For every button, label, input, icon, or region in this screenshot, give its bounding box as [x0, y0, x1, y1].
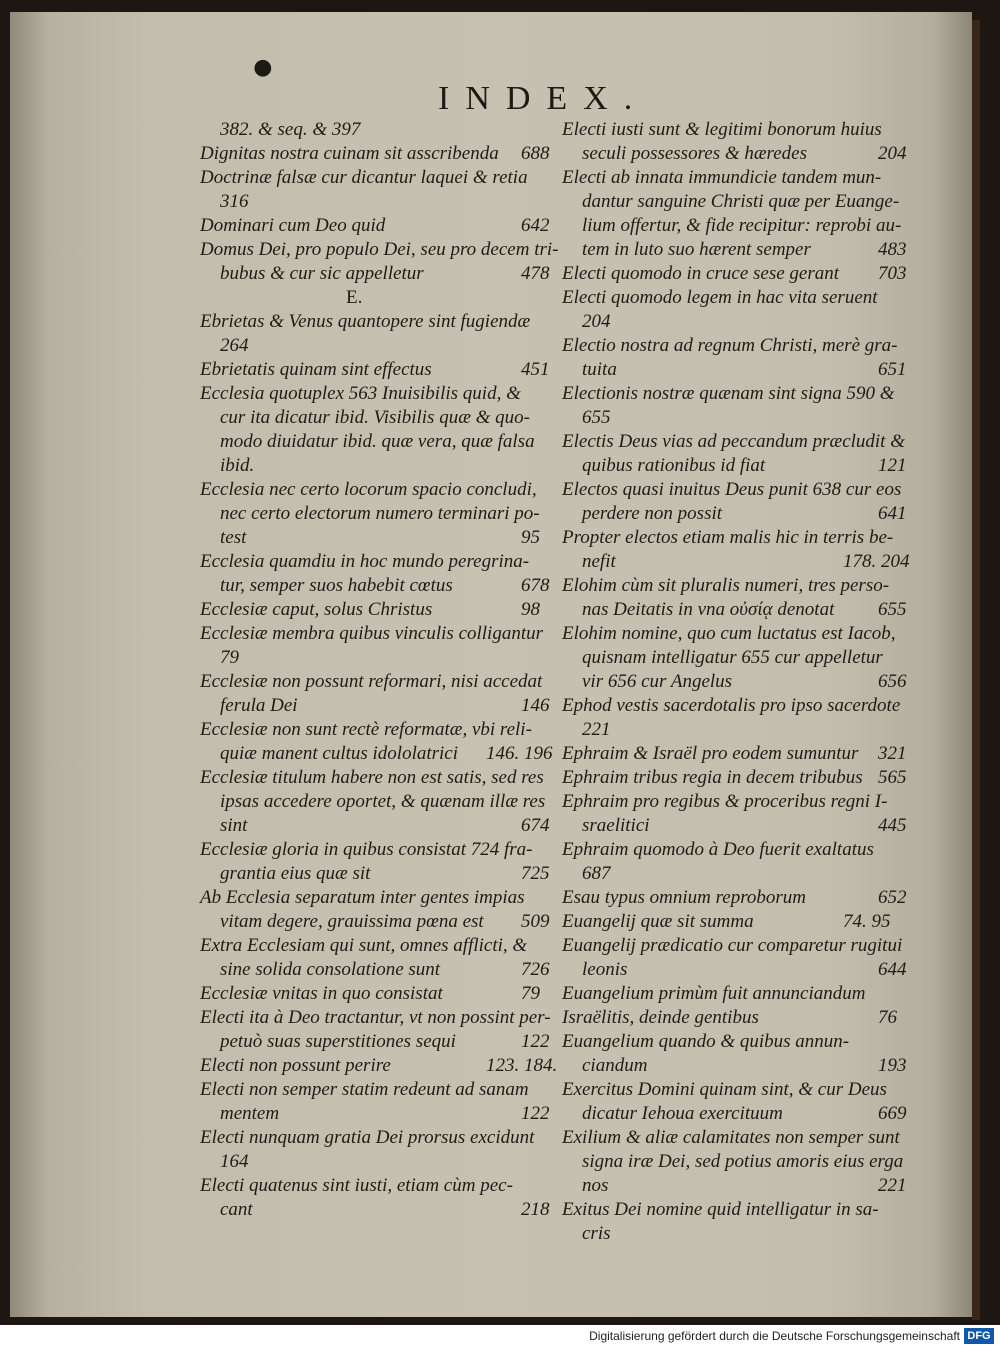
index-entry-text: perdere non possit	[582, 503, 723, 524]
index-entry	[196, 718, 554, 742]
index-entry-text: Ab Ecclesia separatum inter gentes impias	[200, 887, 525, 908]
index-entry	[558, 982, 908, 1006]
index-entry-page: 478	[521, 263, 550, 284]
index-entry	[196, 886, 554, 910]
index-entry-text: ipsas accedere oportet, & quænam illæ res	[220, 791, 546, 812]
index-entry	[558, 790, 908, 814]
index-entry-page: 121	[878, 455, 907, 476]
index-entry-page: 204	[878, 143, 907, 164]
index-entry-text: Ecclesiæ gloria in quibus consistat 724 fra-	[200, 839, 533, 860]
index-entry	[196, 286, 554, 310]
index-entry-text: Extra Ecclesiam qui sunt, omnes afflicti, &	[200, 935, 528, 956]
index-entry	[558, 1030, 908, 1054]
index-entry	[196, 334, 554, 358]
index-entry	[196, 622, 554, 646]
index-entry	[558, 502, 908, 526]
index-entry-page: 651	[878, 359, 907, 380]
index-entry-text: Electi ita à Deo tractantur, vt non possint per-	[200, 1007, 551, 1028]
index-entry-text: Domus Dei, pro populo Dei, seu pro decem tri-	[200, 239, 559, 260]
index-entry-page: 98	[521, 599, 540, 620]
index-entry	[196, 502, 554, 526]
index-entry-text: Ecclesiæ vnitas in quo consistat	[200, 983, 443, 1004]
index-entry	[558, 382, 908, 406]
index-entry	[196, 358, 554, 382]
index-entry-text: vitam degere, grauissima pœna est	[220, 911, 484, 932]
index-entry-text: 264	[220, 335, 249, 356]
index-entry-text: test	[220, 527, 247, 548]
index-entry	[558, 694, 908, 718]
index-entry-text: 687	[582, 863, 611, 884]
index-entry	[558, 670, 908, 694]
index-entry	[196, 406, 554, 430]
index-entry	[196, 766, 554, 790]
index-entry-text: modo diuidatur ibid. quæ vera, quæ falsa	[220, 431, 535, 452]
index-entry-text: 221	[582, 719, 611, 740]
index-entry	[558, 334, 908, 358]
index-entry-text: Elohim nomine, quo cum luctatus est Iacob,	[562, 623, 896, 644]
index-entry-text: bubus & cur sic appelletur	[220, 263, 424, 284]
index-entry-text: Dignitas nostra cuinam sit asscribenda	[200, 143, 499, 164]
index-entry-text: Exitus Dei nomine quid intelligatur in sa-	[562, 1199, 879, 1220]
index-entry-text: dantur sanguine Christi quæ per Euange-	[582, 191, 900, 212]
index-entry	[558, 934, 908, 958]
index-entry-text: cant	[220, 1199, 253, 1220]
index-entry-text: Euangelij prædicatio cur comparetur rugitui	[562, 935, 903, 956]
index-entry-page: 703	[878, 263, 907, 284]
index-entry-page: 146	[521, 695, 550, 716]
index-entry	[558, 838, 908, 862]
index-entry-page: 321	[878, 743, 907, 764]
index-entry-page: 652	[878, 887, 907, 908]
index-entry-text: quisnam intelligatur 655 cur appelletur	[582, 647, 883, 668]
index-entry	[558, 574, 908, 598]
index-entry-text: Esau typus omnium reproborum	[562, 887, 807, 908]
index-entry	[558, 526, 908, 550]
index-entry	[558, 1102, 908, 1126]
index-entry-page: 123. 184.	[486, 1055, 558, 1076]
index-entry-text: cur ita dicatur ibid. Visibilis quæ & quo-	[220, 407, 530, 428]
index-entry-text: Electi nunquam gratia Dei prorsus excidunt	[200, 1127, 535, 1148]
index-entry-text: petuò suas superstitiones sequi	[220, 1031, 456, 1052]
index-entry	[558, 766, 908, 790]
index-entry-text: 382. & seq. & 397	[220, 119, 361, 140]
index-entry-page: 565	[878, 767, 907, 788]
index-entry	[558, 622, 908, 646]
index-entry	[558, 214, 908, 238]
index-entry-text: nos	[582, 1175, 609, 1196]
footer-credit: Digitalisierung gefördert durch die Deutsche Forschungsgemeinschaft	[589, 1329, 960, 1343]
index-entry-text: Ephraim quomodo à Deo fuerit exaltatus	[562, 839, 874, 860]
index-entry-text: Ephraim pro regibus & proceribus regni I-	[562, 791, 888, 812]
index-entry-page: 74. 95	[843, 911, 891, 932]
index-entry	[558, 1078, 908, 1102]
index-entry-text: Doctrinæ falsæ cur dicantur laquei & retia	[200, 167, 528, 188]
index-entry-page: 483	[878, 239, 907, 260]
index-entry	[558, 1174, 908, 1198]
index-entry	[196, 118, 554, 142]
index-entry-text: Elohim cùm sit pluralis numeri, tres perso-	[562, 575, 890, 596]
index-entry-text: E.	[346, 287, 363, 308]
book-edge	[972, 20, 980, 1320]
index-entry	[558, 1126, 908, 1150]
index-entry-page: 641	[878, 503, 907, 524]
index-entry	[196, 790, 554, 814]
index-entry	[196, 430, 554, 454]
index-entry-text: signa iræ Dei, sed potius amoris eius erga	[582, 1151, 904, 1172]
left-index-column	[196, 118, 559, 1222]
index-entry-text: ferula Dei	[220, 695, 298, 716]
index-entry-text: sraelitici	[582, 815, 650, 836]
index-entry-page: 644	[878, 959, 907, 980]
index-entry-text: Ecclesiæ caput, solus Christus	[200, 599, 433, 620]
index-entry-text: nas Deitatis in vna οὐσίᾳ denotat	[582, 599, 835, 620]
index-entry	[196, 910, 554, 934]
index-entry-page: 146. 196	[486, 743, 553, 764]
index-entry	[558, 862, 908, 886]
ink-mark: ●	[249, 52, 276, 83]
index-entry	[558, 430, 908, 454]
index-entry-text: Euangelium quando & quibus annun-	[562, 1031, 850, 1052]
index-entry-text: Ephraim tribus regia in decem tribubus	[562, 767, 863, 788]
index-entry-text: ciandum	[582, 1055, 648, 1076]
index-entry-text: 204	[582, 311, 611, 332]
index-entry-text: Exercitus Domini quinam sint, & cur Deus	[562, 1079, 887, 1100]
index-entry	[196, 262, 554, 286]
index-entry	[558, 598, 908, 622]
page-header: INDEX.	[438, 80, 649, 117]
index-entry	[558, 646, 908, 670]
index-entry	[196, 1006, 554, 1030]
index-entry	[558, 958, 908, 982]
index-entry	[558, 190, 908, 214]
index-entry	[196, 1078, 554, 1102]
index-entry	[196, 862, 554, 886]
index-entry	[196, 382, 554, 406]
index-entry	[196, 1198, 554, 1222]
index-entry-text: leonis	[582, 959, 628, 980]
index-entry-page: 642	[521, 215, 550, 236]
index-entry	[558, 1222, 908, 1246]
index-entry	[196, 1030, 554, 1054]
index-entry-page: 655	[878, 599, 907, 620]
index-entry-page: 95	[521, 527, 540, 548]
index-entry-text: Electi non semper statim redeunt ad sanam	[200, 1079, 529, 1100]
index-entry	[558, 286, 908, 310]
index-entry-text: lium offertur, & fide recipitur: reprobi au-	[582, 215, 902, 236]
index-entry-text: Euangelij quæ sit summa	[562, 911, 754, 932]
index-entry-page: 221	[878, 1175, 907, 1196]
index-entry	[196, 166, 554, 190]
index-entry	[558, 166, 908, 190]
index-entry-text: Electi ab innata immundicie tandem mun-	[562, 167, 882, 188]
index-entry-page: 688	[521, 143, 550, 164]
index-entry-text: nefit	[582, 551, 616, 572]
index-entry	[558, 814, 908, 838]
index-entry	[196, 1174, 554, 1198]
index-entry	[558, 910, 908, 934]
index-entry	[196, 814, 554, 838]
index-entry-page: 509	[521, 911, 550, 932]
index-entry-text: Ebrietas & Venus quantopere sint fugiendæ	[200, 311, 531, 332]
index-entry-text: Propter electos etiam malis hic in terris be-	[562, 527, 894, 548]
index-entry	[196, 1054, 558, 1078]
index-entry	[558, 550, 908, 574]
index-entry	[558, 118, 908, 142]
index-entry-text: cris	[582, 1223, 611, 1244]
index-entry-text: vir 656 cur Angelus	[582, 671, 733, 692]
footer-bar	[0, 1325, 1000, 1349]
index-entry-text: 316	[220, 191, 249, 212]
index-entry-text: Electos quasi inuitus Deus punit 638 cur eos	[562, 479, 902, 500]
index-entry-page: 178. 204	[843, 551, 910, 572]
index-entry	[196, 550, 554, 574]
index-entry-text: Electi quomodo legem in hac vita seruent	[562, 287, 878, 308]
index-entry-text: Ebrietatis quinam sint effectus	[200, 359, 432, 380]
index-entry-text: Ecclesia nec certo locorum spacio concludi,	[200, 479, 537, 500]
index-entry-text: tuita	[582, 359, 617, 380]
index-entry	[558, 454, 908, 478]
index-entry	[196, 934, 554, 958]
index-entry-page: 725	[521, 863, 550, 884]
index-entry	[558, 358, 908, 382]
index-entry-text: 655	[582, 407, 611, 428]
index-entry-text: Electi quomodo in cruce sese gerant	[562, 263, 840, 284]
index-entry-text: Electi non possunt perire	[200, 1055, 391, 1076]
index-entry	[558, 1006, 908, 1030]
index-entry-text: Electis Deus vias ad peccandum præcludit &	[562, 431, 905, 452]
index-entry-text: ibid.	[220, 455, 255, 476]
index-entry-page: 445	[878, 815, 907, 836]
index-entry	[558, 406, 908, 430]
dfg-logo: DFG	[964, 1328, 994, 1344]
index-entry-text: dicatur Iehoua exercituum	[582, 1103, 783, 1124]
index-entry-text: Dominari cum Deo quid	[200, 215, 386, 236]
index-entry	[558, 1198, 908, 1222]
index-entry	[196, 982, 554, 1006]
index-entry	[558, 1150, 908, 1174]
index-entry-text: Ecclesiæ titulum habere non est satis, sed res	[200, 767, 544, 788]
index-entry-text: Exilium & aliæ calamitates non semper sunt	[562, 1127, 900, 1148]
index-entry	[558, 718, 908, 742]
right-index-column	[558, 118, 908, 1246]
index-entry	[196, 742, 554, 766]
index-entry	[196, 574, 554, 598]
index-entry	[558, 1054, 908, 1078]
index-entry-text: Ecclesiæ non possunt reformari, nisi accedat	[200, 671, 543, 692]
index-entry-text: nec certo electorum numero terminari po-	[220, 503, 540, 524]
index-entry	[196, 310, 554, 334]
index-entry-text: sine solida consolatione sunt	[220, 959, 441, 980]
index-entry-text: seculi possessores & hæredes	[582, 143, 807, 164]
index-entry	[196, 142, 554, 166]
index-entry-text: Electio nostra ad regnum Christi, merè gra-	[562, 335, 898, 356]
index-entry	[558, 886, 908, 910]
index-entry-text: tem in luto suo hærent semper	[582, 239, 811, 260]
index-entry	[558, 142, 908, 166]
index-entry-text: Ecclesia quotuplex 563 Inuisibilis quid, &	[200, 383, 521, 404]
index-entry-page: 122	[521, 1103, 550, 1124]
index-entry-text: tur, semper suos habebit cœtus	[220, 575, 453, 596]
index-entry	[558, 310, 908, 334]
index-entry	[558, 742, 908, 766]
index-entry-text: mentem	[220, 1103, 280, 1124]
index-entry-page: 726	[521, 959, 550, 980]
index-entry-page: 193	[878, 1055, 907, 1076]
index-entry-text: Electi iusti sunt & legitimi bonorum huius	[562, 119, 882, 140]
index-entry	[558, 262, 908, 286]
index-entry	[196, 238, 559, 262]
index-entry	[196, 598, 554, 622]
index-entry-text: grantia eius quæ sit	[220, 863, 371, 884]
index-entry-page: 656	[878, 671, 907, 692]
index-entry-text: sint	[220, 815, 248, 836]
index-entry-text: quiæ manent cultus idololatrici	[220, 743, 459, 764]
index-entry	[196, 526, 554, 550]
index-entry-text: Ephod vestis sacerdotalis pro ipso sacerdote	[562, 695, 901, 716]
index-entry	[558, 478, 908, 502]
index-entry	[196, 454, 554, 478]
index-entry-text: 164	[220, 1151, 249, 1172]
index-entry-text: Ecclesiæ non sunt rectè reformatæ, vbi reli-	[200, 719, 532, 740]
index-entry	[196, 1150, 554, 1174]
index-entry	[196, 1102, 554, 1126]
index-entry-text: Ecclesiæ membra quibus vinculis colligantur	[200, 623, 544, 644]
index-entry-page: 122	[521, 1031, 550, 1052]
index-entry	[196, 646, 554, 670]
index-entry	[196, 958, 554, 982]
index-entry	[196, 478, 554, 502]
index-entry	[196, 670, 554, 694]
index-entry-text: Euangelium primùm fuit annunciandum	[562, 983, 866, 1004]
index-entry	[558, 238, 908, 262]
index-entry-page: 218	[521, 1199, 550, 1220]
index-entry-text: Electionis nostræ quænam sint signa 590 &	[562, 383, 895, 404]
index-entry	[196, 838, 554, 862]
index-entry-text: Electi quatenus sint iusti, etiam cùm pec-	[200, 1175, 513, 1196]
index-entry-page: 76	[878, 1007, 897, 1028]
index-entry	[196, 1126, 554, 1150]
index-entry-text: Ecclesia quamdiu in hoc mundo peregrina-	[200, 551, 530, 572]
index-entry-text: quibus rationibus id fiat	[582, 455, 766, 476]
index-entry-text: Israëlitis, deinde gentibus	[562, 1007, 759, 1028]
index-entry	[196, 214, 554, 238]
index-entry-page: 79	[521, 983, 540, 1004]
index-entry-page: 669	[878, 1103, 907, 1124]
index-entry-page: 674	[521, 815, 550, 836]
index-entry	[196, 694, 554, 718]
index-entry-page: 678	[521, 575, 550, 596]
index-entry-text: Ephraim & Israël pro eodem sumuntur	[562, 743, 859, 764]
index-entry-text: 79	[220, 647, 239, 668]
index-entry	[196, 190, 554, 214]
index-entry-page: 451	[521, 359, 550, 380]
